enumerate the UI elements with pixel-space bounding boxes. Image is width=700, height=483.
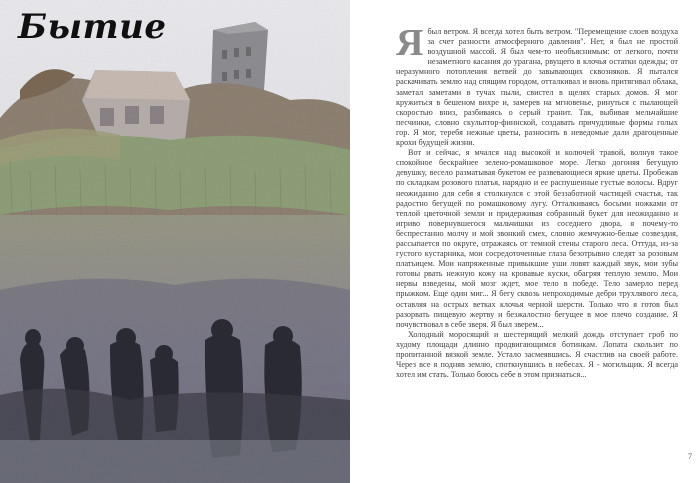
page-title: Бытие bbox=[18, 7, 167, 47]
text-page bbox=[350, 0, 700, 483]
paragraph-text: был ветром. Я всегда хотел быть ветром. "Перемещение слоев воздуха за счет разности атмосферного давления". Нет, я был не простой воздушной массой. Я был чем-то необъяснимым: от легкого, почти незаметного касания до урагана, рвущего в клочья остатки одежды; от неразумного потопления ветвей до завывающих сквозняков. Я пытался раскачивать землю над спящим городом, отталкивал и вновь притягивал облака, заметал заметами в тучах пыли, свистел в щелях старых домов. Я мог кружиться в бешеном вихре и, замерев на мгновенье, ринуться с пылающей скоростью вниз, разбиваясь о серый гранит. Так, выбивая мельчайшие песчинки, словно скульптор-финнской, создавать причудливые формы голых гор. Я мог, теребя нежные цветы, разносить в неведомые дали драгоценные крохи будущей жизни. bbox=[396, 27, 678, 148]
drop-cap: Я bbox=[396, 22, 424, 64]
page-number: 7 bbox=[688, 452, 692, 461]
paragraph: Вот и сейчас, я мчался над высокой и колючей травой, волнуя такое спокойное бескрайнее зелено-ромашковое море. Легко догоняя бегущую девушку, весело разматывая букетом ее развевающиеся яркие цветы. Пробежав по складкам розового платья, нарядно и ее распушенные густые волосы. Вдруг неожиданно для себя я столкнулся с этой беззаботной частицей счастья, так радостно бегущей по ромашковому лугу. Отталкиваясь босыми ножками от теплой цветочной земли и придерживая собранный букет для неожиданно и игриво повернувшегося мальчишки из соседнего двора, я почему-то беспрестанно молчу и мой звонкий смех, словно жемчужно-белые созвездия, рассыпается по округе, отражаясь от темной стены старого леса. Оттуда, из-за густого кустарника, мои сосредоточенные глаза безотрывно следят за розовым платьицем. Мои напряженные привыкшие уши ловят каждый звук, мои зубы готовы рвать нежную кожу на кровавые куски, обагряя теплую землю. Мои нервы взведены, мой мозг ждет, мое тело в победе. Тело замерло перед прыжком. Еще один миг... Я бегу сквозь непроходимые дебри трухлявого леса, оставляя на острых ветках клочья черной шерсти. Только что я готов был разорвать пищевую жертву и безжалостно бегущее в мое плечо создание. Я почувствовал в себе зверя. Я был зверем... bbox=[396, 148, 678, 329]
story-text bbox=[396, 22, 678, 380]
paragraph bbox=[396, 22, 678, 148]
paragraph: Холодный моросящий и шестерящий мелкий дождь отступает гроб по худому площади длинно продвигающимся ботинкам. Лопата скользит по пропитанной вязкой земле. Устало засмеявшись. Я счастлив на своей работе. Через все я подняв землю, споткнувшись в небесах. Я - могильщик. Я всегда хотел им стать. Только боюсь себе в этом признаться... bbox=[396, 329, 678, 380]
